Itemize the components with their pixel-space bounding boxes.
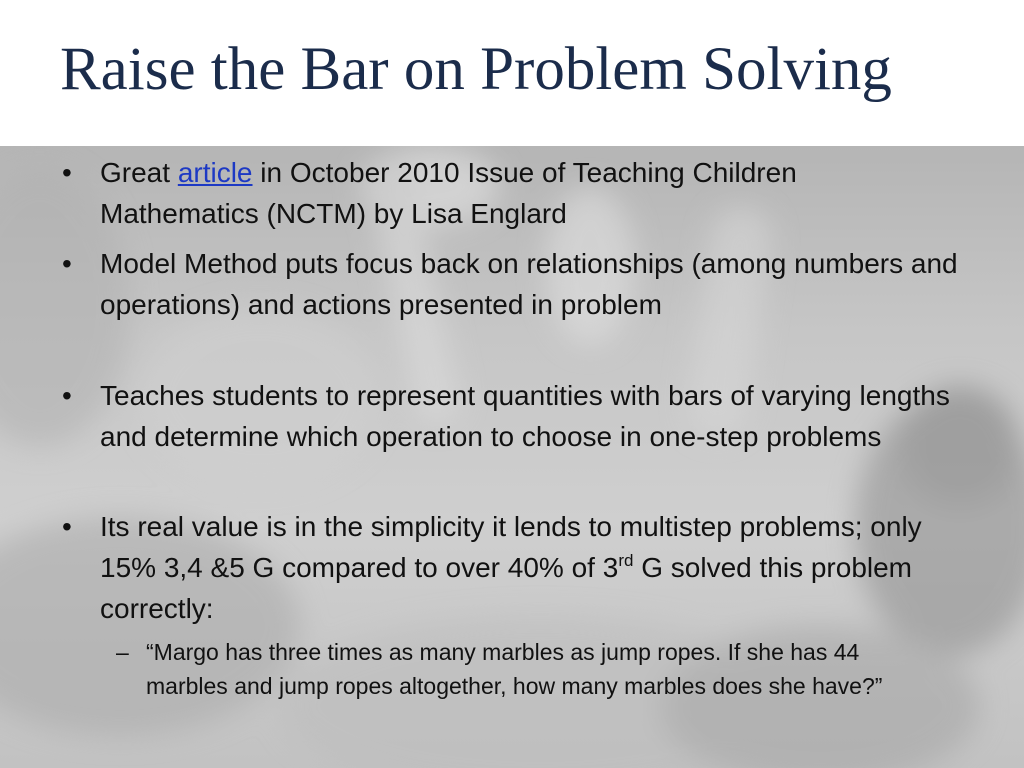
bullet-text: Model Method puts focus back on relationships (among numbers and operations) and actions presented in problem [100,248,958,320]
sub-bullet-text: “Margo has three times as many marbles as jump ropes. If she has 44 marbles and jump ropes altogether, how many marbles does she have?” [146,639,883,699]
sub-bullet-marker: – [116,639,129,665]
slide-body [0,146,1024,768]
article-link[interactable]: article [177,157,253,188]
bullet-text: Great article in October 2010 Issue of Teaching Children Mathematics (NCTM) by Lisa Englard [100,157,797,229]
bullet-text: Its real value is in the simplicity it lends to multistep problems; only 15% 3,4 &5 G compared to over 40% of 3rd G solved this problem correctly: [100,511,922,624]
bullet-text: Teaches students to represent quantities with bars of varying lengths and determine which operation to choose in one-step problems [100,380,950,452]
bullet-marker: • [62,157,72,188]
slide-title: Raise the Bar on Problem Solving [60,36,892,103]
bullet-marker: • [62,248,72,279]
ordinal-superscript: rd [618,551,634,570]
bullet-marker: • [62,380,72,411]
bullet-marker: • [62,511,72,542]
title-area [0,0,1024,146]
